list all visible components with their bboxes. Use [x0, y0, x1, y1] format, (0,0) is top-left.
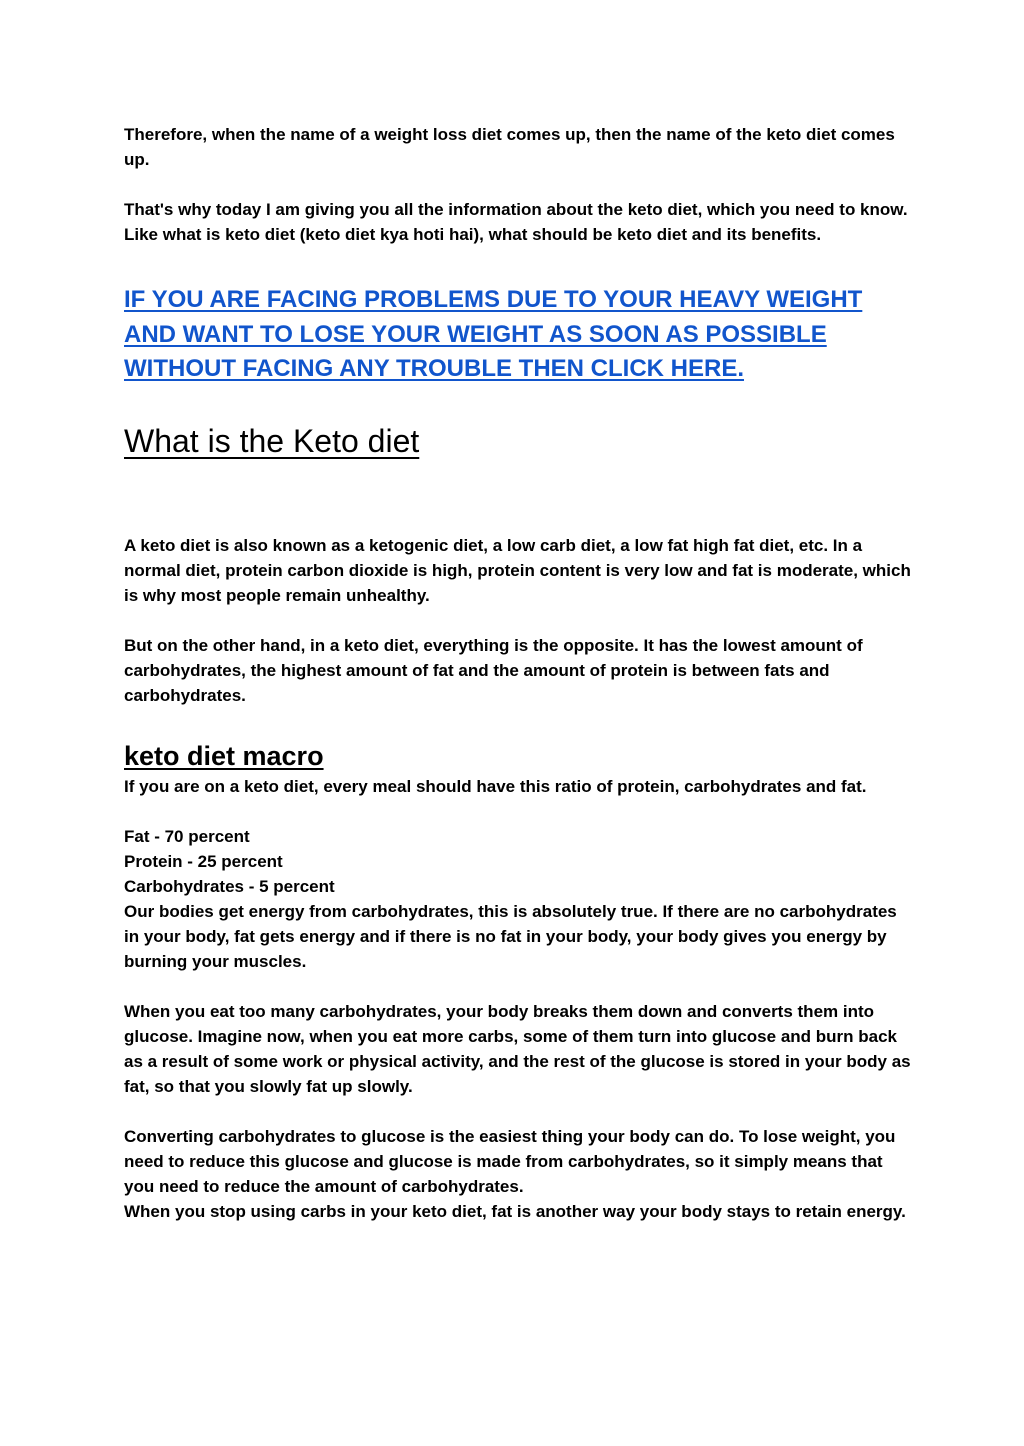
document-page [124, 122, 914, 1224]
glucose-paragraph: When you eat too many carbohydrates, your body breaks them down and converts them into glucose. Imagine now, when you eat more carbs, some of them turn into glucose and burn back as a result of some work or physical activity, and the rest of the glucose is stored in your body as fat, so that you slowly fat up slowly. [124, 1001, 911, 1096]
energy-paragraph: Our bodies get energy from carbohydrates, this is absolutely true. If there are no carbohydrates in your body, fat gets energy and if there is no fat in your body, your body gives you energy by burning your muscles. [124, 901, 897, 971]
heading-spacer [124, 463, 914, 533]
macro-carbs: Carbohydrates - 5 percent [124, 876, 335, 896]
intro-paragraph: Therefore, when the name of a weight loss diet comes up, then the name of the keto diet comes up. [124, 125, 895, 169]
info-paragraph: That's why today I am giving you all the information about the keto diet, which you need to know. Like what is keto diet (keto diet kya hoti hai), what should be keto diet and its benefits. [124, 200, 908, 244]
converting-paragraph: Converting carbohydrates to glucose is the easiest thing your body can do. To lose weight, you need to reduce this glucose and glucose is made from carbohydrates, so it simply means that you need to reduce the amount of carbohydrates. [124, 1126, 896, 1196]
macro-ratio-paragraph: If you are on a keto diet, every meal should have this ratio of protein, carbohydrates and fat. [124, 776, 867, 796]
heading-what-is-keto: What is the Keto diet [124, 422, 420, 459]
keto-opposite-paragraph: But on the other hand, in a keto diet, everything is the opposite. It has the lowest amount of carbohydrates, the highest amount of fat and the amount of protein is between fats and carbohydrates. [124, 635, 863, 705]
stop-carbs-paragraph: When you stop using carbs in your keto diet, fat is another way your body stays to retain energy. [124, 1201, 906, 1221]
heading-keto-macro: keto diet macro [124, 740, 324, 771]
cta-link[interactable]: IF YOU ARE FACING PROBLEMS DUE TO YOUR HEAVY WEIGHT AND WANT TO LOSE YOUR WEIGHT AS SOON AS POSSIBLE WITHOUT FACING ANY TROUBLE THEN CLICK HERE. [124, 286, 863, 382]
macro-list [124, 824, 914, 899]
macro-protein: Protein - 25 percent [124, 851, 283, 871]
macro-fat: Fat - 70 percent [124, 826, 250, 846]
keto-definition-paragraph: A keto diet is also known as a ketogenic diet, a low carb diet, a low fat high fat diet, etc. In a normal diet, protein carbon dioxide is high, protein content is very low and fat is moderate, which is why most people remain unhealthy. [124, 535, 911, 605]
